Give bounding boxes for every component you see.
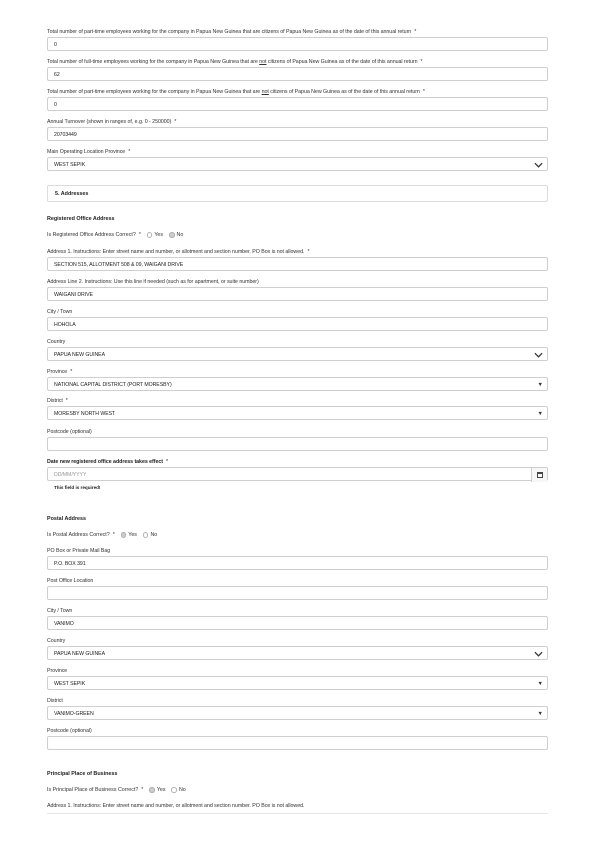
postal-country-select[interactable]: PAPUA NEW GUINEA: [47, 646, 548, 660]
chevron-down-icon: [534, 650, 543, 658]
postal-no-radio[interactable]: [143, 532, 149, 538]
pt-citizens-input[interactable]: 0: [47, 37, 548, 51]
pt-noncitizens-input[interactable]: 0: [47, 97, 548, 111]
registered-district-label: District *: [47, 398, 68, 404]
caret-down-icon: ▼: [537, 381, 543, 388]
postal-heading: Postal Address: [47, 516, 87, 522]
effective-date-error: This field is required!: [54, 485, 101, 490]
calendar-button[interactable]: [531, 468, 547, 482]
po-location-label: Post Office Location: [47, 578, 94, 584]
registered-postcode-input[interactable]: [47, 437, 548, 451]
registered-address1-input[interactable]: SECTION 515, ALLOTMENT 508 & 09, WAIGANI DRIVE: [47, 257, 548, 271]
registered-address1-label: Address 1. Instructions: Enter street name and number, or allotment and section number. PO Box is not allowed. *: [47, 249, 310, 255]
effective-date-input[interactable]: DD/MM/YYYY: [47, 467, 548, 481]
main-province-select[interactable]: WEST SEPIK: [47, 157, 548, 171]
caret-down-icon: ▼: [537, 680, 543, 687]
pt-citizens-label: Total number of part-time employees working for the company in Papua New Guinea that are citizens of Papua New Guinea as of the date of this annual return *: [47, 29, 417, 35]
postal-postcode-input[interactable]: [47, 736, 548, 750]
pobox-input[interactable]: P.O. BOX 391: [47, 556, 548, 570]
postal-city-input[interactable]: VANIMO: [47, 616, 548, 630]
registered-province-select[interactable]: NATIONAL CAPITAL DISTRICT (PORT MORESBY) ▼: [47, 377, 548, 391]
po-location-input[interactable]: [47, 586, 548, 600]
registered-office-heading: Registered Office Address: [47, 216, 115, 222]
turnover-label: Annual Turnover (shown in ranges of, e.g. 0 - 250000) *: [47, 119, 177, 125]
postal-province-label: Province: [47, 668, 68, 674]
postal-city-label: City / Town: [47, 608, 73, 614]
caret-down-icon: ▼: [537, 410, 543, 417]
principal-yes-radio[interactable]: [149, 787, 155, 793]
caret-down-icon: ▼: [537, 710, 543, 717]
main-province-label: Main Operating Location Province *: [47, 149, 131, 155]
postal-district-label: District: [47, 698, 63, 704]
postal-district-select[interactable]: VANIMO-GREEN ▼: [47, 706, 548, 720]
registered-address2-input[interactable]: WAIGANI DRIVE: [47, 287, 548, 301]
postal-province-select[interactable]: WEST SEPIK ▼: [47, 676, 548, 690]
ft-noncitizens-label: Total number of full-time employees working for the company in Papua New Guinea that are not citizens of Papua New Guinea as of the date of this annual return *: [47, 59, 423, 65]
registered-address2-label: Address Line 2. Instructions: Use this line if needed (such as for apartment, or suite number): [47, 279, 259, 285]
turnover-input[interactable]: 20703449: [47, 127, 548, 141]
principal-no-radio[interactable]: [171, 787, 177, 793]
pobox-label: PO Box or Private Mail Bag: [47, 548, 111, 554]
registered-yes-radio[interactable]: [147, 232, 153, 238]
registered-country-label: Country: [47, 339, 66, 345]
principal-address1-input-edge: [47, 813, 548, 814]
registered-city-input[interactable]: HOHOLA: [47, 317, 548, 331]
principal-correct-question: Is Principal Place of Business Correct? * Yes No: [47, 787, 186, 793]
calendar-icon: [537, 472, 543, 478]
principal-heading: Principal Place of Business: [47, 771, 118, 777]
effective-date-label: Date new registered office address takes effect *: [47, 459, 169, 465]
registered-province-label: Province *: [47, 369, 73, 375]
registered-no-radio[interactable]: [169, 232, 175, 238]
postal-correct-question: Is Postal Address Correct? * Yes No: [47, 532, 158, 538]
postal-postcode-label: Postcode (optional): [47, 728, 92, 734]
chevron-down-icon: [534, 351, 543, 359]
registered-district-select[interactable]: MORESBY NORTH WEST ▼: [47, 406, 548, 420]
ft-noncitizens-input[interactable]: 62: [47, 67, 548, 81]
chevron-down-icon: [534, 161, 543, 169]
postal-yes-radio[interactable]: [121, 532, 127, 538]
addresses-section-header: 5. Addresses: [47, 185, 548, 202]
postal-country-label: Country: [47, 638, 66, 644]
registered-postcode-label: Postcode (optional): [47, 429, 92, 435]
registered-city-label: City / Town: [47, 309, 73, 315]
registered-country-select[interactable]: PAPUA NEW GUINEA: [47, 347, 548, 361]
principal-address1-label: Address 1. Instructions: Enter street name and number, or allotment and section number. PO Box is not allowed.: [47, 803, 305, 809]
pt-noncitizens-label: Total number of part-time employees working for the company in Papua New Guinea that are not citizens of Papua New Guinea as of the date of this annual return *: [47, 89, 425, 95]
registered-office-correct-question: Is Registered Office Address Correct? * Yes No: [47, 232, 184, 238]
